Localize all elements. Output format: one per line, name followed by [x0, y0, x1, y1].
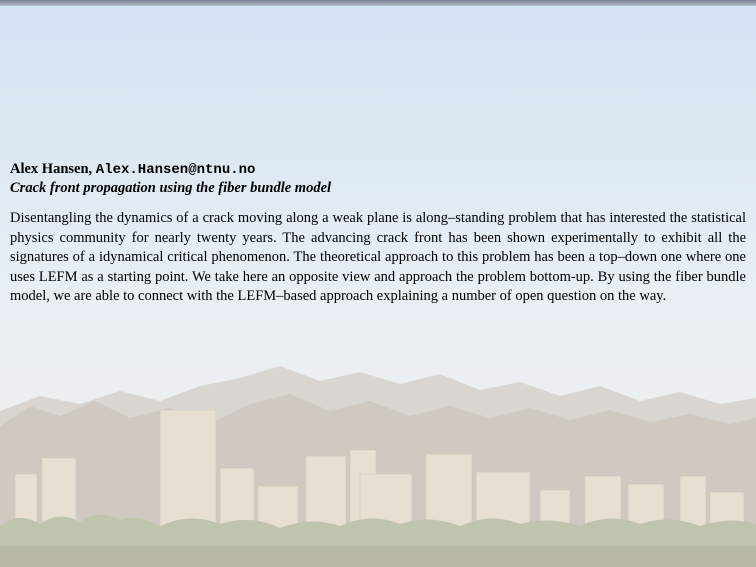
- talk-title: Crack front propagation using the fiber bundle model: [10, 180, 332, 196]
- abstract-text: Disentangling the dynamics of a crack moving along a weak plane is along–standing problem that has interested the statistical physics community for nearly twenty years. The advancing crack front has been shown experimentally to exhibit all the signatures of a idynamical critical phenomenon. The theoretical approach to this problem has been a top–down one where one uses LEFM as a starting point. We take here an opposite view and approach the problem bottom-up. By using the fiber bundle model, we are able to connect with the LEFM–based approach explaining a number of open question on the way.: [10, 210, 746, 304]
- author-name: Alex Hansen,: [10, 161, 96, 177]
- author-line: [10, 160, 746, 179]
- abstract-content: [10, 160, 746, 307]
- ground: [0, 546, 756, 567]
- author-email: Alex.Hansen@ntnu.no: [95, 162, 256, 178]
